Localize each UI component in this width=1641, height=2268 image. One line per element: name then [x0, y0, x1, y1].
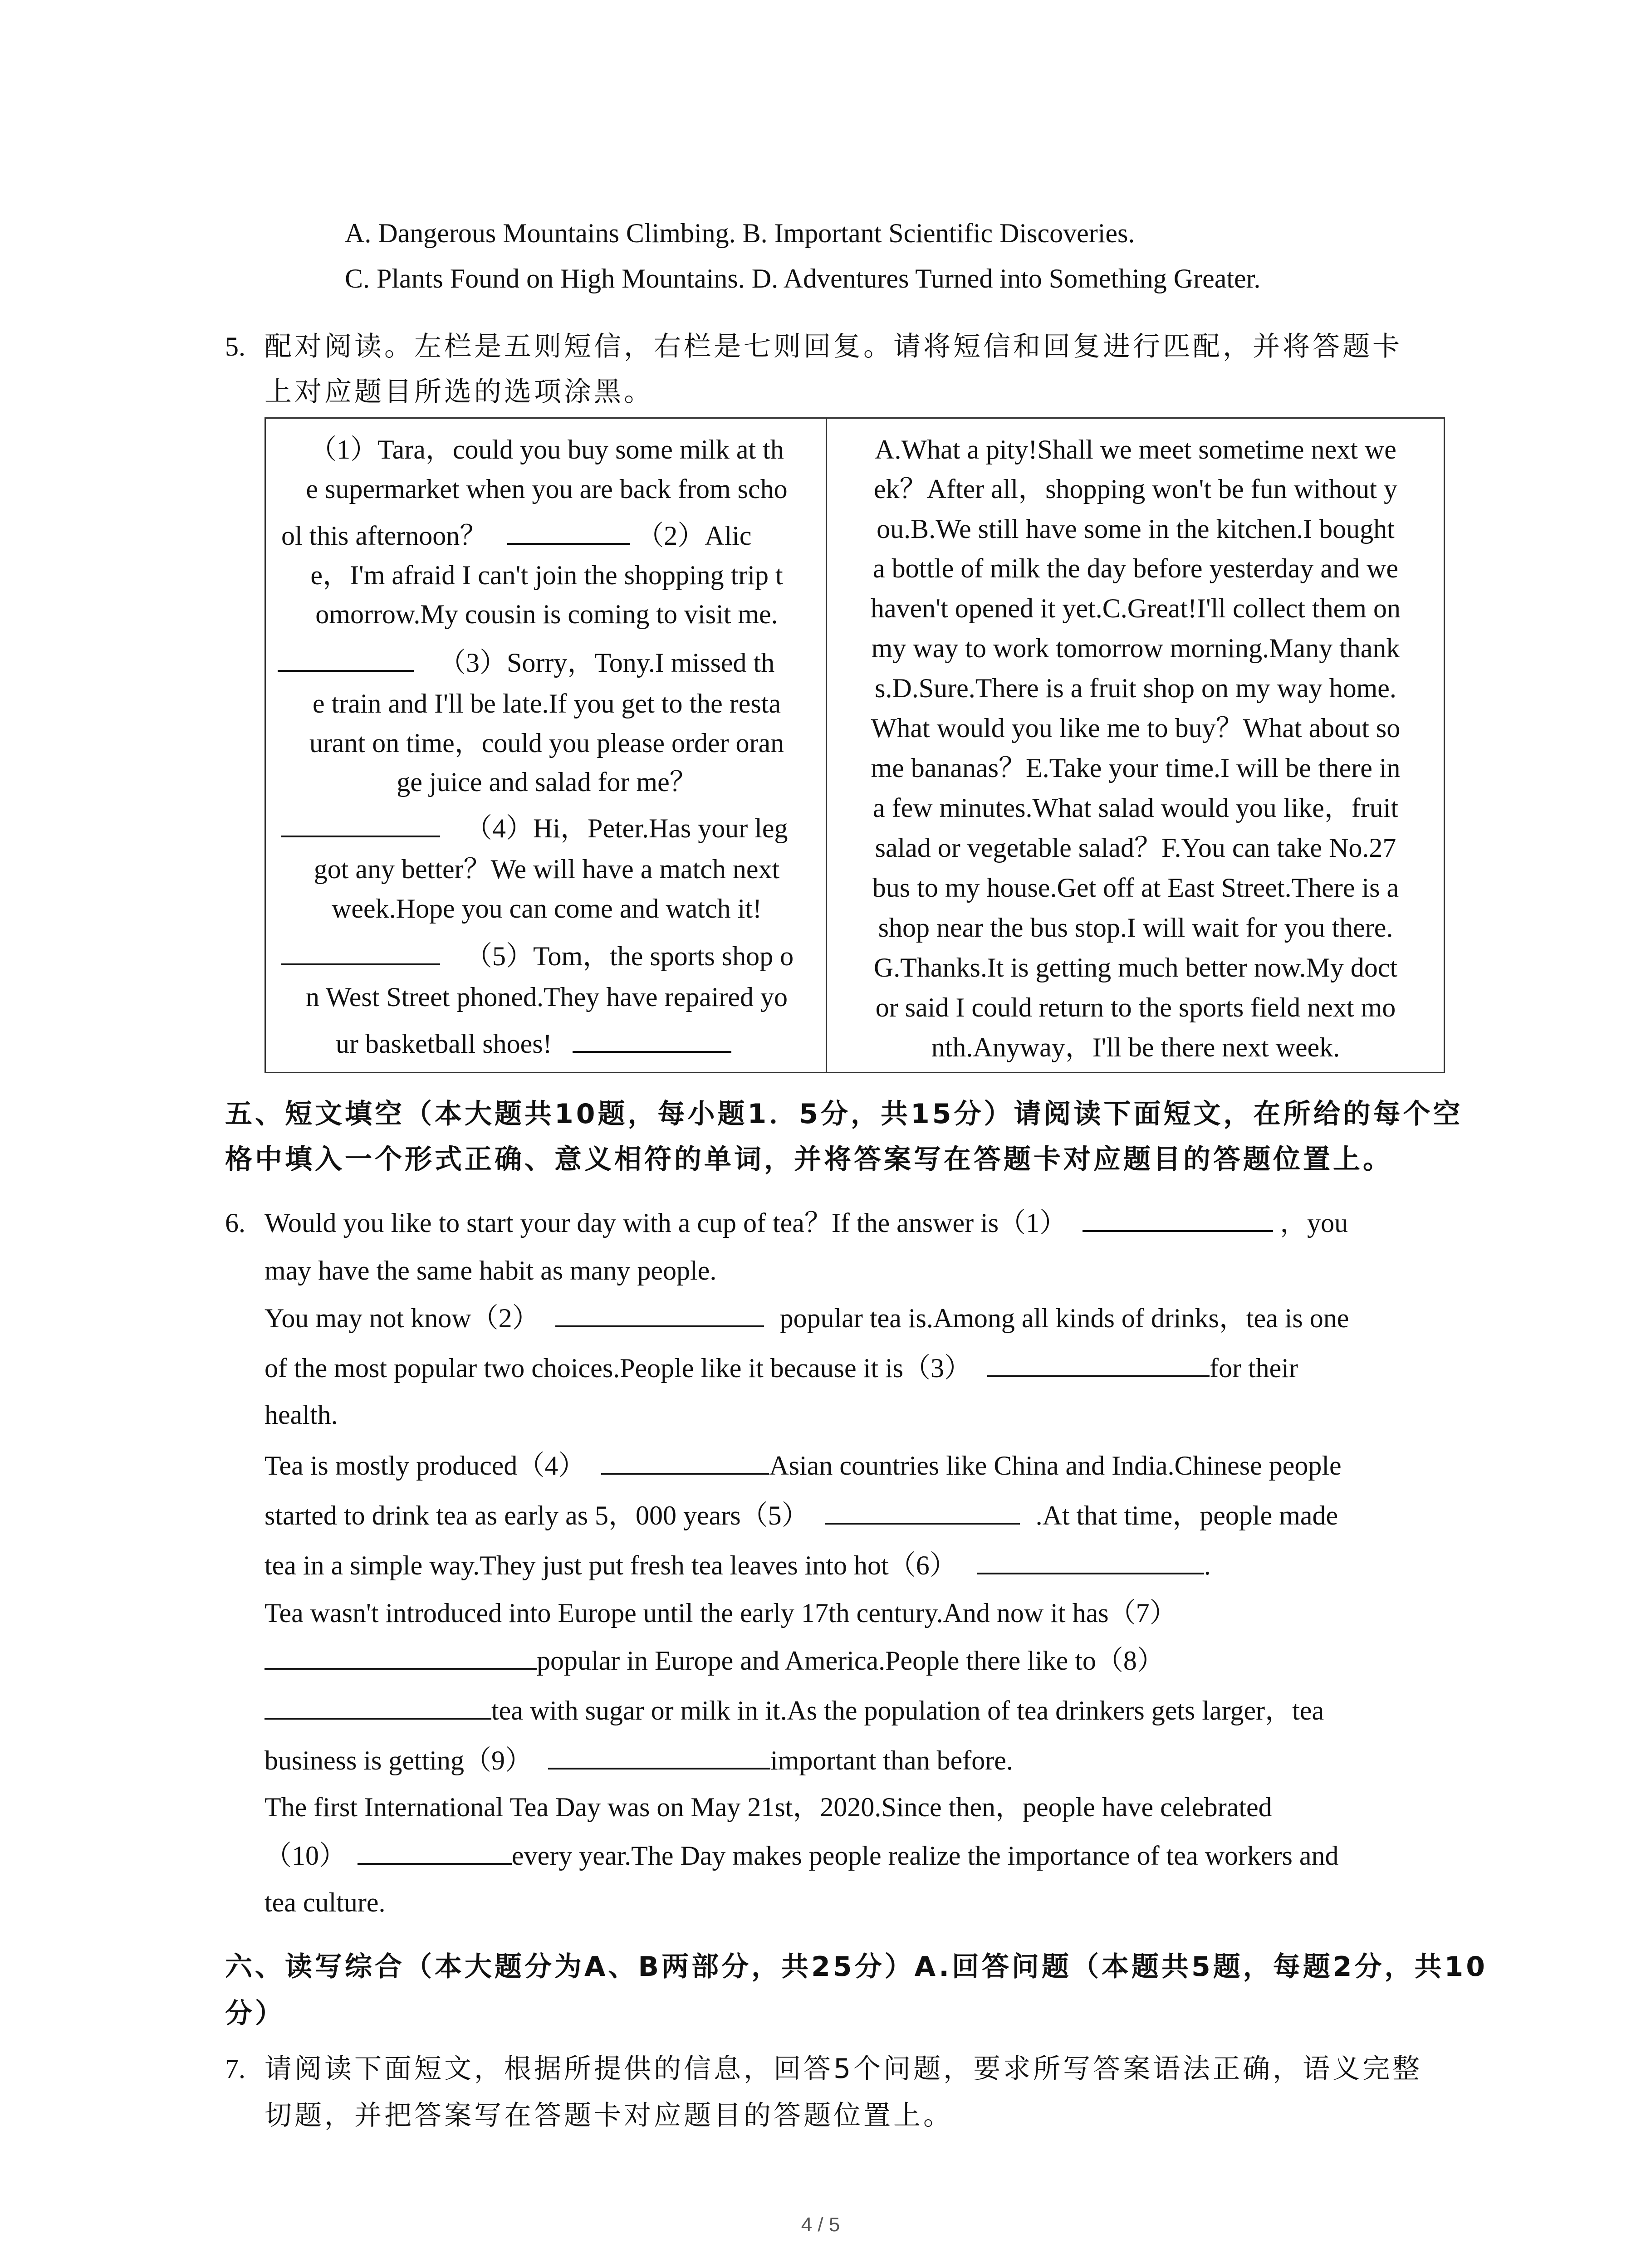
- section-5-heading-line-2: 格中填入一个形式正确、意义相符的单词，并将答案写在答题卡对应题目的答题位置上。: [225, 1144, 1393, 1175]
- message-5-line-3: [336, 1027, 731, 1060]
- answer-blank-2[interactable]: [278, 646, 414, 672]
- q6-line-7: [265, 1499, 1338, 1532]
- q6-line-1-text-b: ，you: [1280, 1208, 1348, 1238]
- q6-line-8: [265, 1549, 1211, 1582]
- reply-line-15: or said I could return to the sports field next mo: [875, 992, 1396, 1022]
- q6-line-15: tea culture.: [265, 1887, 386, 1917]
- q6-line-8-text-a: tea in a simple way.They just put fresh tea leaves into hot（6）: [265, 1550, 957, 1580]
- reply-line-12: bus to my house.Get off at East Street.There is a: [872, 873, 1399, 903]
- question-number-6: 6.: [225, 1208, 245, 1238]
- reply-line-11: salad or vegetable salad？F.You can take No.27: [875, 833, 1396, 863]
- q6-line-10-text: popular in Europe and America.People there like to（8）: [537, 1646, 1164, 1676]
- blank-8[interactable]: [265, 1694, 491, 1720]
- q5-instruction-line-1: 配对阅读。左栏是五则短信，右栏是七则回复。请将短信和回复进行匹配，并将答题卡: [265, 331, 1402, 362]
- q6-line-12: [265, 1744, 1013, 1777]
- q6-line-6-text-a: Tea is mostly produced（4）: [265, 1451, 586, 1481]
- reply-line-14: G.Thanks.It is getting much better now.My doct: [873, 953, 1398, 982]
- reply-line-16: nth.Anyway，I'll be there next week.: [931, 1032, 1340, 1062]
- blank-9[interactable]: [548, 1744, 770, 1769]
- message-2-start: （2）Alic: [637, 521, 752, 551]
- reply-line-13: shop near the bus stop.I will wait for you there.: [878, 913, 1393, 943]
- q6-line-3-text-a: You may not know（2）: [265, 1303, 539, 1333]
- message-3-line-4: ge juice and salad for me？: [397, 767, 697, 797]
- reply-line-4: a bottle of milk the day before yesterday and we: [873, 553, 1398, 583]
- q6-line-7-text-b: .At that time，people made: [1035, 1501, 1338, 1530]
- reply-line-8: What would you like me to buy？What about so: [871, 713, 1401, 743]
- blank-10[interactable]: [358, 1839, 512, 1865]
- question-number-7: 7.: [225, 2054, 245, 2084]
- q4-option-line-2: C. Plants Found on High Mountains. D. Adventures Turned into Something Greater.: [345, 264, 1261, 293]
- q6-line-7-text-a: started to drink tea as early as 5，000 years（5）: [265, 1501, 809, 1530]
- message-2-line-2: e，I'm afraid I can't join the shopping trip t: [310, 560, 783, 590]
- q7-instruction-line-2: 切题，并把答案写在答题卡对应题目的答题位置上。: [265, 2100, 953, 2131]
- blank-2[interactable]: [555, 1302, 764, 1327]
- q6-line-14-text-a: （10）: [265, 1841, 346, 1871]
- q6-line-9: Tea wasn't introduced into Europe until the early 17th century.And now it has（7）: [265, 1598, 1177, 1628]
- message-5-line-2: n West Street phoned.They have repaired yo: [305, 982, 788, 1012]
- q6-line-10: [265, 1644, 1164, 1677]
- q7-instruction-line-1: 请阅读下面短文，根据所提供的信息，回答5个问题，要求所写答案语法正确，语义完整: [265, 2053, 1423, 2085]
- reply-line-1: A.What a pity!Shall we meet sometime next we: [875, 435, 1396, 464]
- q6-line-4: [265, 1352, 1298, 1384]
- blank-3[interactable]: [987, 1352, 1210, 1377]
- message-1-line-1: （1）Tara，could you buy some milk at th: [309, 435, 784, 464]
- question-number-5: 5.: [225, 332, 245, 362]
- message-3-line-2: e train and I'll be late.If you get to the resta: [312, 689, 781, 719]
- section-6-heading-line-2: 分）: [225, 1998, 285, 2029]
- message-4-line-1-text: （4）Hi，Peter.Has your leg: [465, 813, 788, 843]
- q6-line-11-text: tea with sugar or milk in it.As the population of tea drinkers gets larger，tea: [491, 1696, 1324, 1725]
- message-1-line-2: e supermarket when you are back from scho: [306, 474, 788, 504]
- reply-line-5: haven't opened it yet.C.Great!I'll collect them on: [871, 593, 1401, 623]
- section-5-heading-line-1: 五、短文填空（本大题共10题，每小题1．5分，共15分）请阅读下面短文，在所给的每个空: [225, 1098, 1463, 1130]
- reply-line-2: ek？After all，shopping won't be fun without y: [874, 474, 1397, 504]
- q6-line-2: may have the same habit as many people.: [265, 1256, 717, 1286]
- message-2-line-3: omorrow.My cousin is coming to visit me.: [315, 599, 778, 629]
- message-1-line-3-text: ol this afternoon？: [281, 521, 487, 551]
- q6-line-5: health.: [265, 1400, 338, 1430]
- message-4-line-2: got any better？We will have a match next: [314, 854, 780, 884]
- answer-blank-4[interactable]: [281, 940, 440, 965]
- reply-line-9: me bananas？E.Take your time.I will be there in: [871, 753, 1401, 783]
- message-5-line-3-text: ur basketball shoes!: [336, 1029, 552, 1059]
- q6-line-14-text-b: every year.The Day makes people realize the importance of tea workers and: [512, 1841, 1339, 1871]
- q6-line-4-text-a: of the most popular two choices.People like it because it is（3）: [265, 1353, 972, 1383]
- blank-4[interactable]: [601, 1449, 769, 1475]
- message-4-line-1: [281, 812, 788, 845]
- message-3-line-1-text: （3）Sorry，Tony.I missed th: [439, 648, 775, 678]
- q6-line-6-text-b: Asian countries like China and India.Chinese people: [769, 1451, 1342, 1481]
- q6-line-11: [265, 1694, 1324, 1727]
- reply-line-6: my way to work tomorrow morning.Many thank: [871, 633, 1400, 663]
- answer-blank-1[interactable]: [507, 519, 630, 545]
- message-5-line-1-text: （5）Tom，the sports shop o: [465, 941, 794, 971]
- page-number: 4 / 5: [801, 2214, 840, 2236]
- answer-blank-3[interactable]: [281, 812, 440, 837]
- message-5-line-1: [281, 940, 794, 973]
- q6-line-8-text-b: .: [1204, 1550, 1211, 1580]
- blank-6[interactable]: [977, 1549, 1204, 1574]
- reply-line-7: s.D.Sure.There is a fruit shop on my way home.: [875, 673, 1396, 703]
- q6-line-3-text-b: popular tea is.Among all kinds of drinks，tea is one: [779, 1303, 1349, 1333]
- q5-instruction-line-2: 上对应题目所选的选项涂黑。: [265, 376, 654, 408]
- blank-1[interactable]: [1083, 1207, 1273, 1232]
- answer-blank-5[interactable]: [573, 1027, 731, 1053]
- q4-option-line-1: A. Dangerous Mountains Climbing. B. Important Scientific Discoveries.: [345, 218, 1135, 248]
- message-3-line-3: urant on time，could you please order oran: [309, 728, 784, 758]
- q6-line-6: [265, 1449, 1342, 1482]
- q6-line-1: [265, 1207, 1348, 1239]
- message-4-line-3: week.Hope you can come and watch it!: [332, 894, 762, 924]
- q6-line-13: The first International Tea Day was on May 21st，2020.Since then，people have celebrated: [265, 1792, 1272, 1822]
- q6-line-14: [265, 1839, 1338, 1872]
- blank-7[interactable]: [265, 1644, 537, 1670]
- message-3-line-1: [278, 646, 774, 679]
- reply-line-3: ou.B.We still have some in the kitchen.I bought: [877, 514, 1395, 544]
- q6-line-12-text-b: important than before.: [770, 1745, 1013, 1775]
- message-1-line-3: [281, 519, 752, 552]
- q6-line-1-text-a: Would you like to start your day with a cup of tea？If the answer is（1）: [265, 1208, 1067, 1238]
- q6-line-4-text-b: for their: [1210, 1353, 1298, 1383]
- q6-line-3: [265, 1302, 1349, 1334]
- matching-table-divider: [826, 417, 827, 1073]
- blank-5[interactable]: [825, 1499, 1020, 1525]
- section-6-heading-line-1: 六、读写综合（本大题分为A、B两部分，共25分）A.回答问题（本题共5题，每题2分，共10: [225, 1951, 1488, 1983]
- reply-line-10: a few minutes.What salad would you like，fruit: [872, 793, 1399, 823]
- q6-line-12-text-a: business is getting（9）: [265, 1745, 533, 1775]
